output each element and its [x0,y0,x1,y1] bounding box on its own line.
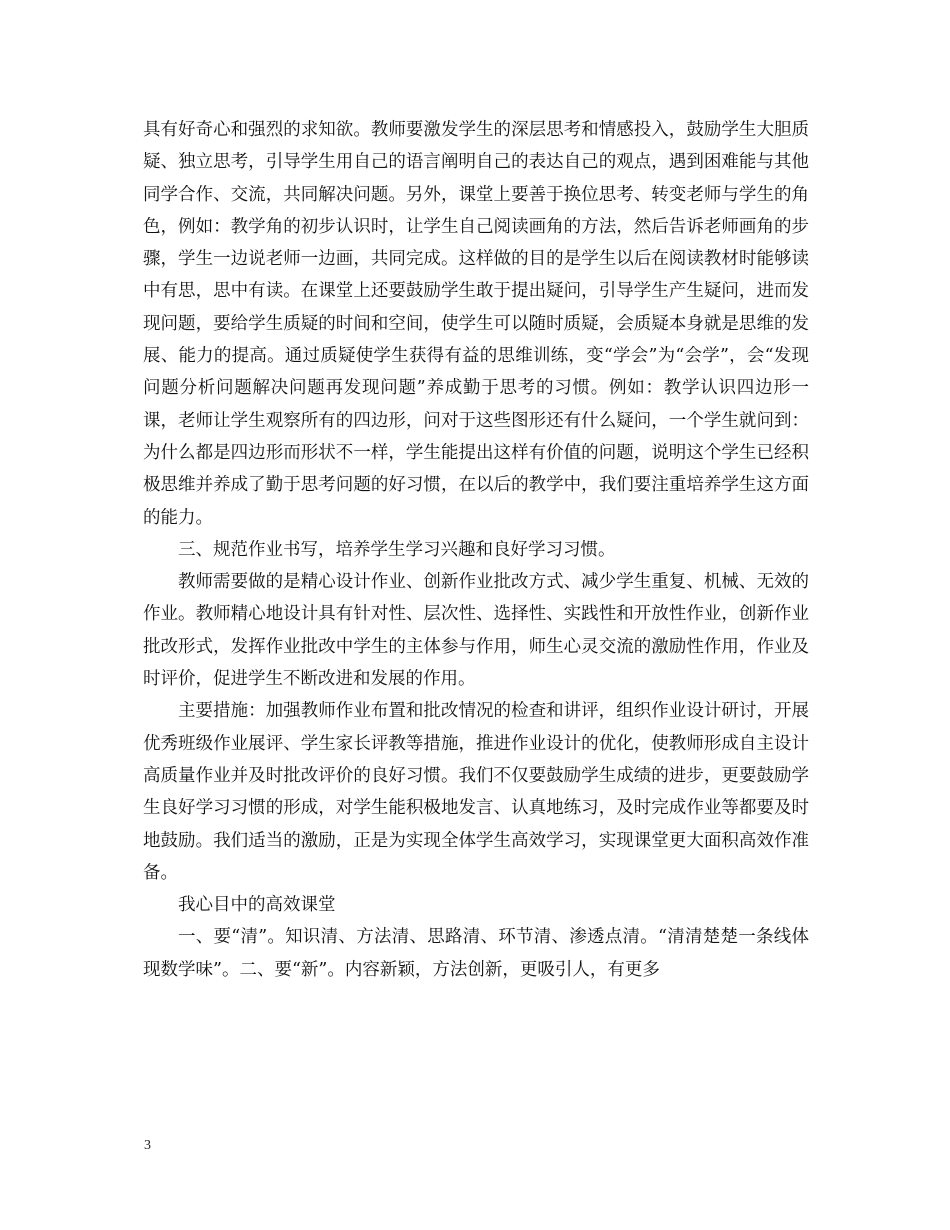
body-text [143,114,809,986]
page-number: 3 [144,1138,151,1153]
paragraph-clear-new: 一、要“清”。知识清、方法清、思路清、环节清、渗透点清。“清清楚楚一条线体现数学味”。二、要“新”。内容新颖，方法创新，更吸引人，有更多 [143,927,809,980]
section-title-efficient-classroom: 我心目中的高效课堂 [178,895,336,916]
paragraph-teacher-homework: 教师需要做的是精心设计作业、创新作业批改方式、减少学生重复、机械、无效的作业。教师精心地设计具有针对性、层次性、选择性、实践性和开放性作业，创新作业批改形式，发挥作业批改中学生的主体参与作用，师生心灵交流的激励性作用，作业及时评价，促进学生不断改进和发展的作用。 [143,572,809,690]
section-heading-homework: 三、规范作业书写，培养学生学习兴趣和良好学习习惯。 [178,539,616,560]
paragraph-main-measures: 主要措施：加强教师作业布置和批改情况的检查和讲评，组织作业设计研讨，开展优秀班级作业展评、学生家长评教等措施，推进作业设计的优化，使教师形成自主设计高质量作业并及时批改评价的良好习惯。我们不仅要鼓励学生成绩的进步，更要鼓励学生良好学习习惯的形成，对学生能积极地发言、认真地练习，及时完成作业等都要及时地鼓励。我们适当的激励，正是为实现全体学生高效学习，实现课堂更大面积高效作准备。 [143,701,809,883]
paragraph-continuation: 具有好奇心和强烈的求知欲。教师要激发学生的深层思考和情感投入，鼓励学生大胆质疑、独立思考，引导学生用自己的语言阐明自己的表达自己的观点，遇到困难能与其他同学合作、交流，共同解决问题。另外，课堂上要善于换位思考、转变老师与学生的角色，例如：教学角的初步认识时，让学生自己阅读画角的方法，然后告诉老师画角的步骤，学生一边说老师一边画，共同完成。这样做的目的是学生以后在阅读教材时能够读中有思，思中有读。在课堂上还要鼓励学生敢于提出疑问，引导学生产生疑问，进而发现问题，要给学生质疑的时间和空间，使学生可以随时质疑，会质疑本身就是思维的发展、能力的提高。通过质疑使学生获得有益的思维训练，变“学会”为“会学”，会“发现问题分析问题解决问题再发现问题”养成勤于思考的习惯。例如：教学认识四边形一课，老师让学生观察所有的四边形，问对于这些图形还有什么疑问，一个学生就问到：为什么都是四边形而形状不一样，学生能提出这样有价值的问题，说明这个学生已经积极思维并养成了勤于思考问题的好习惯，在以后的教学中，我们要注重培养学生这方面的能力。 [143,120,809,528]
